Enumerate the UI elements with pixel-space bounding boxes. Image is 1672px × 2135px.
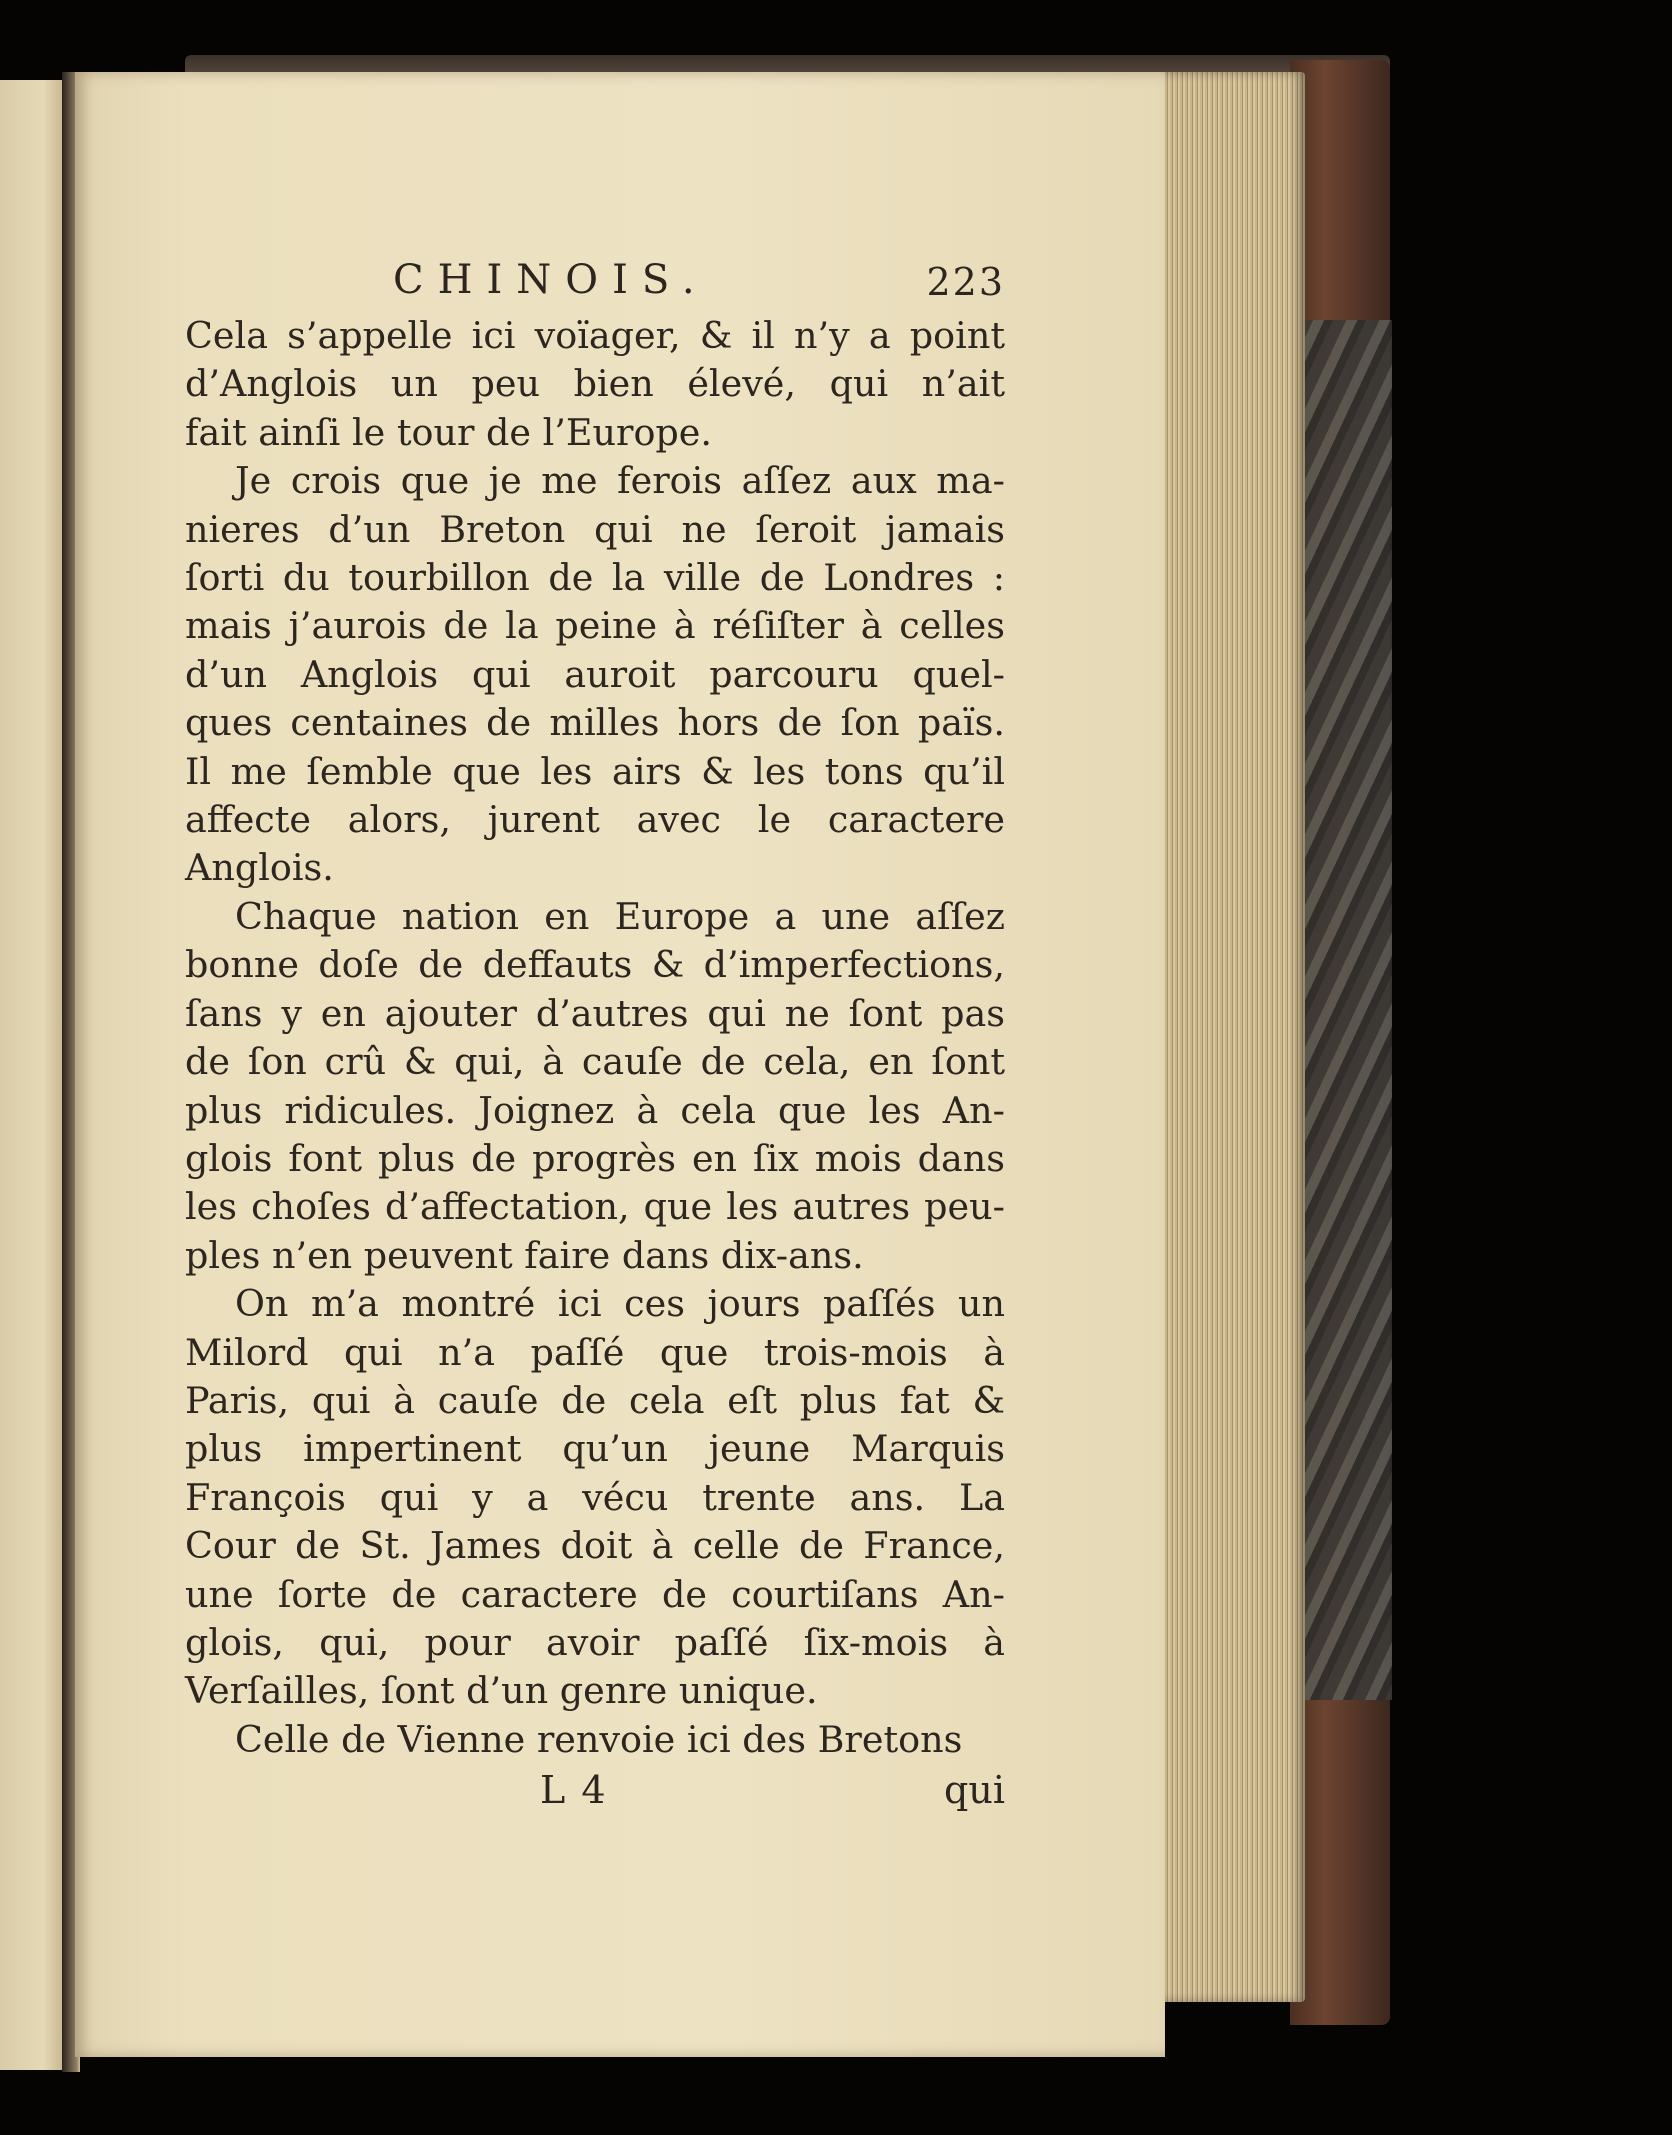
- text-line: fait ainſi le tour de l’Europe.: [185, 410, 713, 454]
- text-line: glois, qui, pour avoir paſſé ſix-mois à: [185, 1620, 1005, 1664]
- paragraph: [185, 1716, 1005, 1764]
- text-line: plus impertinent qu’un jeune Marquis: [185, 1427, 1005, 1471]
- text-line: d’un Anglois qui auroit parcouru quel-: [185, 652, 1005, 696]
- paragraph: [185, 312, 1005, 457]
- paragraph: [185, 893, 1005, 1280]
- text-line: Milord qui n’a paſſé que trois-mois à: [185, 1330, 1005, 1374]
- page-number: 223: [926, 260, 1005, 304]
- paragraph: [185, 1280, 1005, 1716]
- catchword: qui: [944, 1768, 1005, 1813]
- text-line: plus ridicules. Joignez à cela que les An-: [185, 1088, 1005, 1132]
- text-line: Anglois.: [185, 846, 334, 890]
- book-cover-marbled-board: [1300, 320, 1392, 1700]
- page-footer: [185, 1764, 1005, 1816]
- text-line: les choſes d’affectation, que les autres peu-: [185, 1185, 1005, 1229]
- text-line: Verſailles, ſont d’un genre unique.: [185, 1669, 818, 1713]
- paragraph: [185, 457, 1005, 893]
- text-line: On m’a montré ici ces jours paſſés un: [235, 1282, 1005, 1326]
- text-line: Cela s’appelle ici voïager, & il n’y a point: [185, 314, 1005, 357]
- text-line: ſorti du tourbillon de la ville de Londres :: [185, 556, 1005, 600]
- text-line: de ſon crû & qui, à cauſe de cela, en ſont: [185, 1040, 1005, 1084]
- text-line: bonne doſe de deffauts & d’imperfections,: [185, 943, 1005, 987]
- text-line: ques centaines de milles hors de ſon païs.: [185, 701, 1005, 745]
- body-text: [185, 312, 1005, 1764]
- text-line: mais j’aurois de la peine à réſiſter à celles: [185, 604, 1005, 648]
- signature-mark: L 4: [540, 1768, 608, 1813]
- text-line: François qui y a vécu trente ans. La: [185, 1475, 1005, 1519]
- text-line: glois font plus de progrès en ſix mois dans: [185, 1136, 1005, 1180]
- text-line: ples n’en peuvent faire dans dix-ans.: [185, 1233, 864, 1277]
- running-head: [185, 248, 1005, 312]
- page-text-block: [185, 248, 1005, 1816]
- text-line: une ſorte de caractere de courtiſans An-: [185, 1572, 1005, 1616]
- text-line: Il me ſemble que les airs & les tons qu’il: [185, 749, 1005, 793]
- text-line: Cour de St. James doit à celle de France,: [185, 1524, 1005, 1568]
- text-line: nieres d’un Breton qui ne ſeroit jamais: [185, 507, 1005, 551]
- text-line: d’Anglois un peu bien élevé, qui n’ait: [185, 362, 1005, 406]
- text-line: Celle de Vienne renvoie ici des Bretons: [235, 1717, 963, 1761]
- running-title: CHINOIS.: [393, 257, 709, 303]
- text-line: ſans y en ajouter d’autres qui ne ſont pas: [185, 991, 1005, 1035]
- text-line: Chaque nation en Europe a une aſſez: [235, 894, 1005, 938]
- text-line: Je crois que je me ferois aſſez aux ma-: [235, 459, 1005, 503]
- text-line: Paris, qui à cauſe de cela eſt plus fat &: [185, 1378, 1005, 1422]
- text-line: affecte alors, jurent avec le caractere: [185, 798, 1005, 842]
- page-edges: [1160, 72, 1305, 2002]
